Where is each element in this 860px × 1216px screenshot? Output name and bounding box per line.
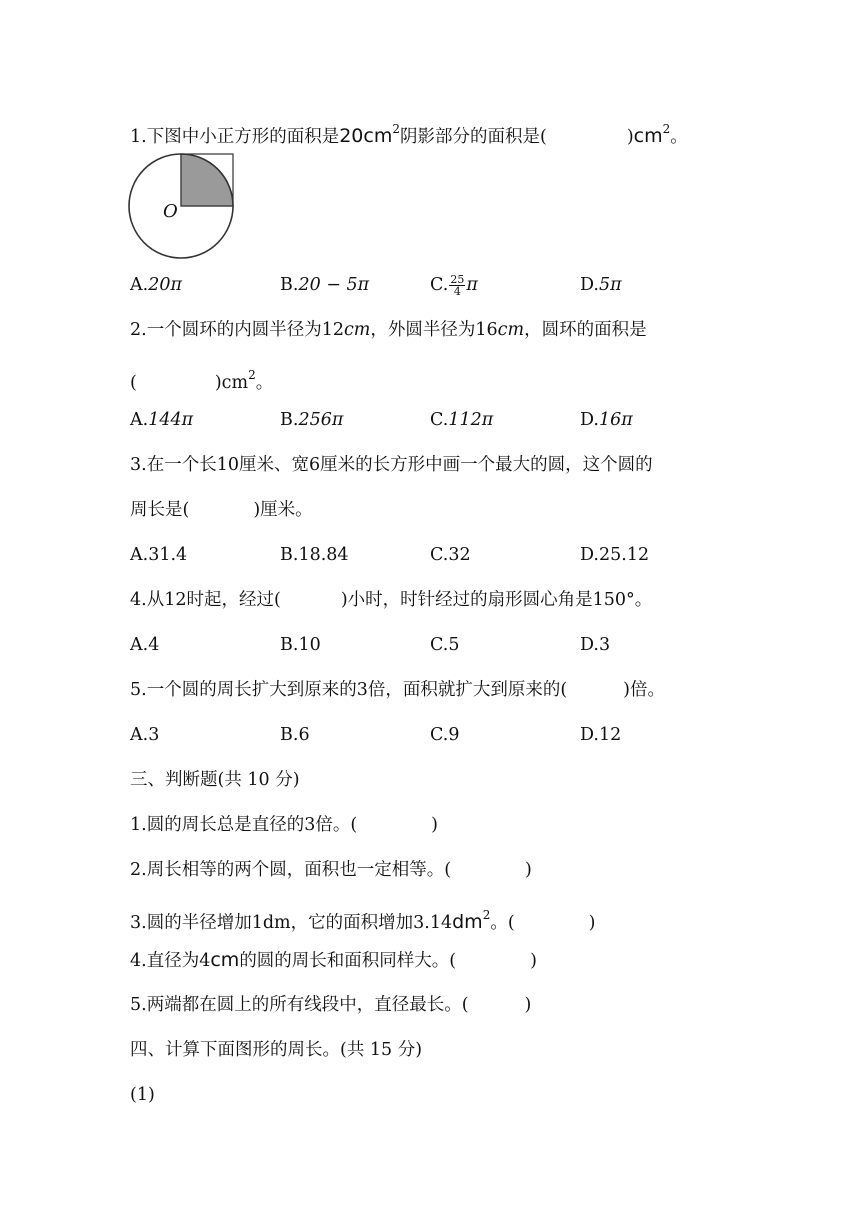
q2-open-paren: (: [130, 373, 137, 393]
option-value: 6: [298, 725, 310, 745]
section-4-heading: 四、计算下面图形的周长。(共 15 分): [130, 1040, 423, 1060]
q5-option-a[interactable]: [130, 723, 159, 747]
q2-option-c[interactable]: [430, 408, 493, 432]
tf2-number: 2.: [130, 860, 147, 880]
tf1-number: 1.: [130, 815, 147, 835]
circle-figure: [127, 151, 237, 261]
option-letter: A.: [130, 635, 149, 655]
question-2-line-2: [130, 363, 273, 395]
fraction-numerator: 25: [450, 273, 465, 286]
option-letter: B.: [280, 275, 299, 295]
section-4-sub: (1): [130, 1085, 155, 1105]
tf3-text-a: 圆的半径增加1dm，它的面积增加3.14: [146, 913, 453, 933]
option-letter: D.: [580, 725, 599, 745]
option-value: 4: [148, 635, 160, 655]
q3-option-d[interactable]: [580, 543, 649, 567]
option-value: π: [466, 275, 478, 295]
option-letter: D.: [580, 635, 599, 655]
question-5: [130, 678, 665, 702]
fraction: [449, 274, 465, 297]
q5-text-a: 一个圆的周长扩大到原来的3倍，面积就扩大到原来的(: [146, 680, 568, 700]
option-value: 256π: [298, 410, 344, 430]
q2-text-c: ，外圆半径为16: [370, 320, 498, 340]
option-value: 12: [598, 725, 622, 745]
option-value: 3: [598, 635, 611, 655]
option-value: 20 − 5π: [298, 275, 370, 295]
tf5-text: 两端都在圆上的所有线段中，直径最长。(: [146, 995, 469, 1015]
option-value: 10: [298, 635, 321, 655]
tf-item-4: [130, 948, 537, 973]
option-value: 144π: [148, 410, 194, 430]
q2-option-d[interactable]: [580, 408, 633, 432]
q4-number: 4.: [130, 590, 147, 610]
q1-option-c[interactable]: [430, 273, 478, 297]
question-3-line-1: [130, 453, 653, 477]
tf4-text-b: 的圆的周长和面积同样大。(: [239, 951, 457, 971]
option-value: 25.12: [598, 545, 650, 565]
q1-area-exp: 2: [392, 122, 400, 136]
q2-unit-2: cm: [497, 320, 525, 340]
q5-text-b: )倍。: [623, 680, 665, 700]
tf5-close: ): [524, 995, 532, 1015]
q1-unit-exp: 2: [662, 122, 671, 136]
option-value: 9: [448, 725, 460, 745]
q1-close-paren: ): [626, 127, 634, 147]
tf-item-3: [130, 903, 595, 935]
tf3-unit: dm: [452, 911, 483, 933]
q2-number: 2.: [130, 320, 147, 340]
option-value: 5π: [598, 275, 622, 295]
q2-close-unit: )cm: [214, 373, 249, 393]
question-4: [130, 588, 652, 612]
question-2-line-1: [130, 318, 647, 342]
tf3-text-b: 。(: [490, 913, 515, 933]
q1-end: 。: [670, 127, 688, 147]
tf2-text: 周长相等的两个圆，面积也一定相等。(: [146, 860, 452, 880]
q5-option-d[interactable]: [580, 723, 621, 747]
q2-option-b[interactable]: [280, 408, 343, 432]
question-3-line-2: [130, 498, 313, 522]
option-letter: D.: [580, 410, 599, 430]
option-letter: D.: [580, 275, 599, 295]
q3-number: 3.: [130, 455, 147, 475]
q1-option-a[interactable]: [130, 273, 182, 297]
q1-option-d[interactable]: [580, 273, 622, 297]
tf1-close: ): [431, 815, 438, 835]
option-letter: C.: [430, 410, 449, 430]
q5-option-c[interactable]: [430, 723, 459, 747]
q2-exp: 2: [248, 368, 256, 382]
option-letter: B.: [280, 635, 299, 655]
option-value: 18.84: [298, 545, 349, 565]
tf4-number: 4.: [130, 951, 147, 971]
tf3-number: 3.: [130, 913, 147, 933]
option-letter: C.: [430, 545, 449, 565]
q5-number: 5.: [130, 680, 147, 700]
tf1-text: 圆的周长总是直径的3倍。(: [146, 815, 358, 835]
center-label-o: O: [163, 201, 178, 222]
option-letter: C.: [430, 635, 449, 655]
tf-item-5: [130, 993, 531, 1017]
q3-option-c[interactable]: [430, 543, 471, 567]
option-letter: B.: [280, 545, 299, 565]
q3-text-2b: )厘米。: [253, 500, 313, 520]
q1-text-after: 阴影部分的面积是(: [399, 127, 547, 147]
option-letter: C.: [430, 725, 449, 745]
option-value: 112π: [448, 410, 494, 430]
tf4-close: ): [530, 951, 537, 971]
tf3-exp: 2: [482, 908, 491, 922]
option-value: 31.4: [148, 545, 188, 565]
q3-option-a[interactable]: [130, 543, 187, 567]
q4-option-b[interactable]: [280, 633, 321, 657]
tf3-close: ): [588, 913, 596, 933]
question-1: [130, 117, 688, 149]
option-letter: A.: [130, 725, 149, 745]
option-value: 20π: [148, 275, 182, 295]
tf5-number: 5.: [130, 995, 147, 1015]
q1-area-value: 20cm: [339, 125, 393, 147]
tf-item-2: [130, 858, 532, 882]
fraction-denominator: 4: [453, 285, 461, 298]
q4-option-d[interactable]: [580, 633, 610, 657]
q4-text-a: 从12时起，经过(: [146, 590, 281, 610]
q3-text-1: 在一个长10厘米、宽6厘米的长方形中画一个最大的圆，这个圆的: [146, 455, 653, 475]
q3-option-b[interactable]: [280, 543, 349, 567]
q3-text-2a: 周长是(: [130, 500, 190, 520]
tf4-text-a: 直径为4: [146, 951, 211, 971]
q5-option-b[interactable]: [280, 723, 310, 747]
q4-text-b: )小时，时针经过的扇形圆心角是150°。: [340, 590, 653, 610]
tf2-close: ): [525, 860, 532, 880]
q2-unit-1: cm: [343, 320, 371, 340]
q1-unit: cm: [633, 125, 663, 147]
q2-text-a: 一个圆环的内圆半径为12: [146, 320, 344, 340]
tf-item-1: [130, 813, 438, 837]
option-value: 5: [448, 635, 460, 655]
option-letter: B.: [280, 410, 299, 430]
option-value: 3: [148, 725, 160, 745]
option-letter: A.: [130, 410, 149, 430]
q4-option-a[interactable]: [130, 633, 159, 657]
option-letter: A.: [130, 275, 149, 295]
option-letter: B.: [280, 725, 299, 745]
q4-option-c[interactable]: [430, 633, 459, 657]
q2-option-a[interactable]: [130, 408, 193, 432]
q2-text-e: ，圆环的面积是: [524, 320, 647, 340]
q1-number: 1.: [130, 127, 147, 147]
option-letter: C.: [430, 275, 449, 295]
option-value: 32: [448, 545, 471, 565]
q1-option-b[interactable]: [280, 273, 369, 297]
q1-text-before: 下图中小正方形的面积是: [146, 127, 340, 147]
option-letter: A.: [130, 545, 149, 565]
option-letter: D.: [580, 545, 599, 565]
section-3-heading: 三、判断题(共 10 分): [130, 770, 300, 790]
tf4-unit: cm: [210, 949, 240, 971]
q2-end: 。: [255, 373, 274, 393]
option-value: 16π: [598, 410, 633, 430]
